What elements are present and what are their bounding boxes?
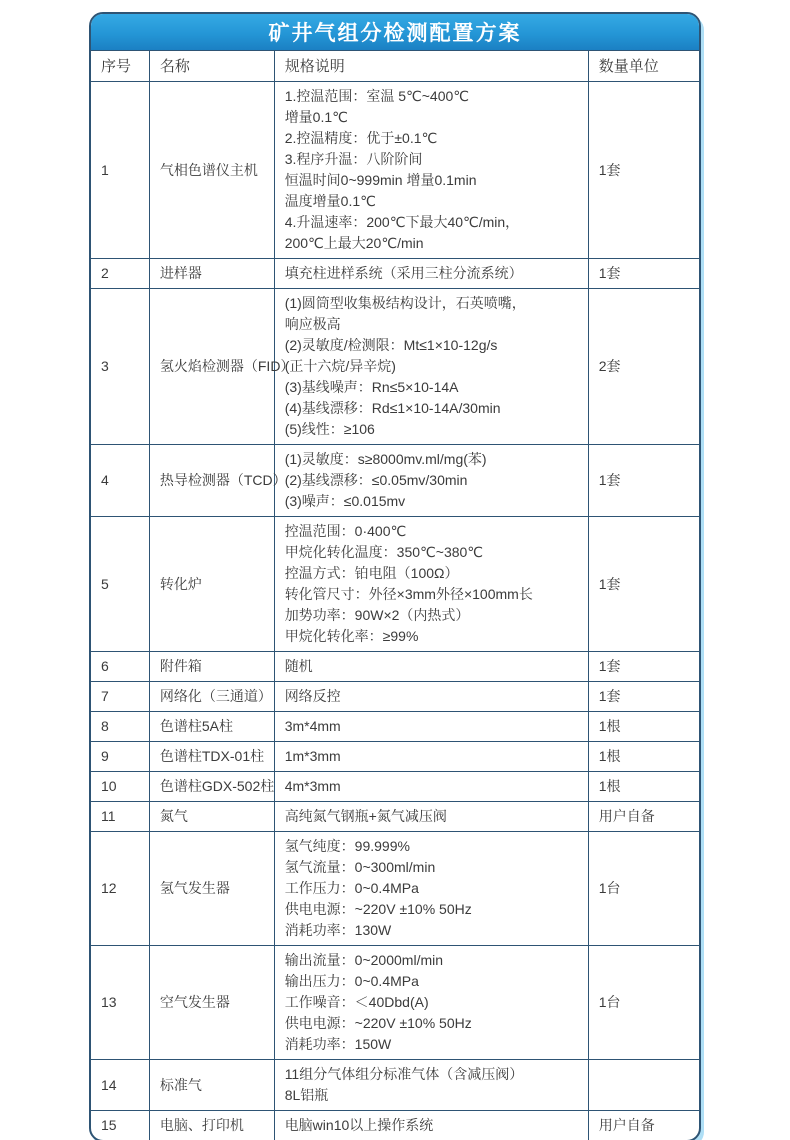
row-number-cell: 5 — [91, 517, 149, 652]
item-qty-cell: 1套 — [588, 82, 699, 259]
row-number-cell: 2 — [91, 259, 149, 289]
item-name-cell: 色谱柱5A柱 — [149, 712, 274, 742]
table-row — [91, 652, 699, 682]
row-number-cell: 11 — [91, 802, 149, 832]
spec-line: 电脑win10以上操作系统 — [284, 1117, 434, 1133]
spec-line: 1m*3mm — [284, 748, 341, 764]
item-name-cell: 色谱柱TDX-01柱 — [149, 742, 274, 772]
col-header-spec: 规格说明 — [274, 51, 588, 82]
spec-line: (1)灵敏度：s≥8000mv.ml/mg(苯) — [284, 451, 487, 467]
spec-line: 增量0.1℃ — [284, 109, 348, 125]
row-number-cell: 4 — [91, 445, 149, 517]
item-name-cell: 色谱柱GDX-502柱 — [149, 772, 274, 802]
spec-line: 4.升温速率：200℃下最大40℃/min， — [284, 214, 520, 230]
item-spec-cell — [274, 742, 588, 772]
spec-line: 填充柱进样系统（采用三柱分流系统） — [284, 265, 523, 281]
spec-line: 供电电源：~220V ±10% 50Hz — [284, 1015, 472, 1031]
spec-line: 控温范围：0·400℃ — [284, 523, 407, 539]
row-number-cell: 7 — [91, 682, 149, 712]
row-number-cell: 8 — [91, 712, 149, 742]
spec-line: 8L铝瓶 — [284, 1087, 329, 1103]
spec-line: (1)圆筒型收集极结构设计，石英喷嘴， — [284, 295, 526, 311]
table-row — [91, 832, 699, 946]
table-row — [91, 517, 699, 652]
table-row — [91, 802, 699, 832]
spec-line: 甲烷化转化温度：350℃~380℃ — [284, 544, 484, 560]
item-spec-cell — [274, 289, 588, 445]
spec-line: 随机 — [284, 658, 313, 674]
row-number-cell: 10 — [91, 772, 149, 802]
col-header-name: 名称 — [149, 51, 274, 82]
table-row — [91, 445, 699, 517]
spec-line: (5)线性：≥106 — [284, 421, 375, 437]
row-number-cell: 12 — [91, 832, 149, 946]
item-qty-cell: 1套 — [588, 259, 699, 289]
spec-line: 温度增量0.1℃ — [284, 193, 376, 209]
table-row — [91, 289, 699, 445]
config-table-card — [89, 12, 701, 1140]
row-number-cell: 9 — [91, 742, 149, 772]
table-row — [91, 1111, 699, 1140]
table-row — [91, 259, 699, 289]
item-name-cell: 进样器 — [149, 259, 274, 289]
item-name-cell: 空气发生器 — [149, 946, 274, 1060]
item-qty-cell: 1套 — [588, 445, 699, 517]
item-name-cell: 电脑、打印机 — [149, 1111, 274, 1140]
item-spec-cell — [274, 946, 588, 1060]
item-name-cell: 附件箱 — [149, 652, 274, 682]
spec-line: 高纯氮气钢瓶+氮气减压阀 — [284, 808, 447, 824]
spec-line: (3)噪声：≤0.015mv — [284, 493, 406, 509]
spec-line: (2)灵敏度/检测限：Mt≤1×10-12g/s — [284, 337, 498, 353]
spec-line: (3)基线噪声：Rn≤5×10-14A — [284, 379, 459, 395]
table-row — [91, 82, 699, 259]
spec-line: (4)基线漂移：Rd≤1×10-14A/30min — [284, 400, 501, 416]
item-name-cell: 氢火焰检测器（FID） — [149, 289, 274, 445]
item-spec-cell — [274, 652, 588, 682]
spec-line: 3m*4mm — [284, 718, 341, 734]
item-spec-cell — [274, 712, 588, 742]
spec-line: 氢气流量：0~300ml/min — [284, 859, 436, 875]
item-name-cell: 氢气发生器 — [149, 832, 274, 946]
spec-line: 氢气纯度：99.999% — [284, 838, 410, 854]
item-spec-cell — [274, 802, 588, 832]
spec-line: 4m*3mm — [284, 778, 341, 794]
item-spec-cell — [274, 682, 588, 712]
spec-line: 工作压力：0~0.4MPa — [284, 880, 419, 896]
spec-line: 3.程序升温：八阶阶间 — [284, 151, 423, 167]
item-spec-cell — [274, 82, 588, 259]
spec-line: (2)基线漂移：≤0.05mv/30min — [284, 472, 468, 488]
spec-line: 转化管尺寸：外径×3mm外径×100mm长 — [284, 586, 533, 602]
item-spec-cell — [274, 517, 588, 652]
header-row — [91, 51, 699, 82]
spec-line: 输出流量：0~2000ml/min — [284, 952, 444, 968]
row-number-cell: 1 — [91, 82, 149, 259]
spec-line: 加势功率：90W×2（内热式） — [284, 607, 470, 623]
spec-line: 2.控温精度：优于±0.1℃ — [284, 130, 438, 146]
spec-line: 恒温时间0~999min 增量0.1min — [284, 172, 477, 188]
spec-line: 消耗功率：150W — [284, 1036, 392, 1052]
spec-line: (正十六烷/异辛烷) — [284, 358, 396, 374]
col-header-no: 序号 — [91, 51, 149, 82]
table-row — [91, 772, 699, 802]
item-name-cell: 氮气 — [149, 802, 274, 832]
item-qty-cell: 1台 — [588, 946, 699, 1060]
item-qty-cell: 1台 — [588, 832, 699, 946]
spec-line: 响应极高 — [284, 316, 341, 332]
table-row — [91, 682, 699, 712]
item-qty-cell: 1套 — [588, 652, 699, 682]
item-qty-cell: 2套 — [588, 289, 699, 445]
item-qty-cell: 1根 — [588, 712, 699, 742]
item-qty-cell: 1根 — [588, 742, 699, 772]
item-qty-cell: 1套 — [588, 517, 699, 652]
spec-line: 输出压力：0~0.4MPa — [284, 973, 419, 989]
item-qty-cell: 用户自备 — [588, 1111, 699, 1140]
spec-line: 工作噪音：＜40Dbd(A) — [284, 994, 429, 1010]
item-spec-cell — [274, 832, 588, 946]
row-number-cell: 14 — [91, 1060, 149, 1111]
spec-line: 网络反控 — [284, 688, 341, 704]
item-spec-cell — [274, 1111, 588, 1140]
spec-line: 消耗功率：130W — [284, 922, 392, 938]
item-name-cell: 热导检测器（TCD） — [149, 445, 274, 517]
item-name-cell: 气相色谱仪主机 — [149, 82, 274, 259]
row-number-cell: 3 — [91, 289, 149, 445]
row-number-cell: 6 — [91, 652, 149, 682]
row-number-cell: 15 — [91, 1111, 149, 1140]
table-row — [91, 712, 699, 742]
item-qty-cell — [588, 1060, 699, 1111]
item-name-cell: 标准气 — [149, 1060, 274, 1111]
item-name-cell: 网络化（三通道） — [149, 682, 274, 712]
table-title: 矿井气组分检测配置方案 — [91, 14, 699, 51]
spec-line: 控温方式：铂电阻（100Ω） — [284, 565, 459, 581]
col-header-qty: 数量单位 — [588, 51, 699, 82]
item-spec-cell — [274, 445, 588, 517]
item-spec-cell — [274, 259, 588, 289]
spec-line: 甲烷化转化率：≥99% — [284, 628, 419, 644]
item-qty-cell: 1根 — [588, 772, 699, 802]
spec-line: 11组分气体组分标准气体（含减压阀） — [284, 1066, 524, 1082]
item-qty-cell: 1套 — [588, 682, 699, 712]
spec-line: 200℃上最大20℃/min — [284, 235, 424, 251]
table-row — [91, 1060, 699, 1111]
item-qty-cell: 用户自备 — [588, 802, 699, 832]
item-spec-cell — [274, 1060, 588, 1111]
spec-line: 供电电源：~220V ±10% 50Hz — [284, 901, 472, 917]
table-row — [91, 946, 699, 1060]
item-name-cell: 转化炉 — [149, 517, 274, 652]
table-row — [91, 742, 699, 772]
config-table — [91, 51, 699, 1140]
item-spec-cell — [274, 772, 588, 802]
row-number-cell: 13 — [91, 946, 149, 1060]
spec-line: 1.控温范围：室温 5℃~400℃ — [284, 88, 470, 104]
